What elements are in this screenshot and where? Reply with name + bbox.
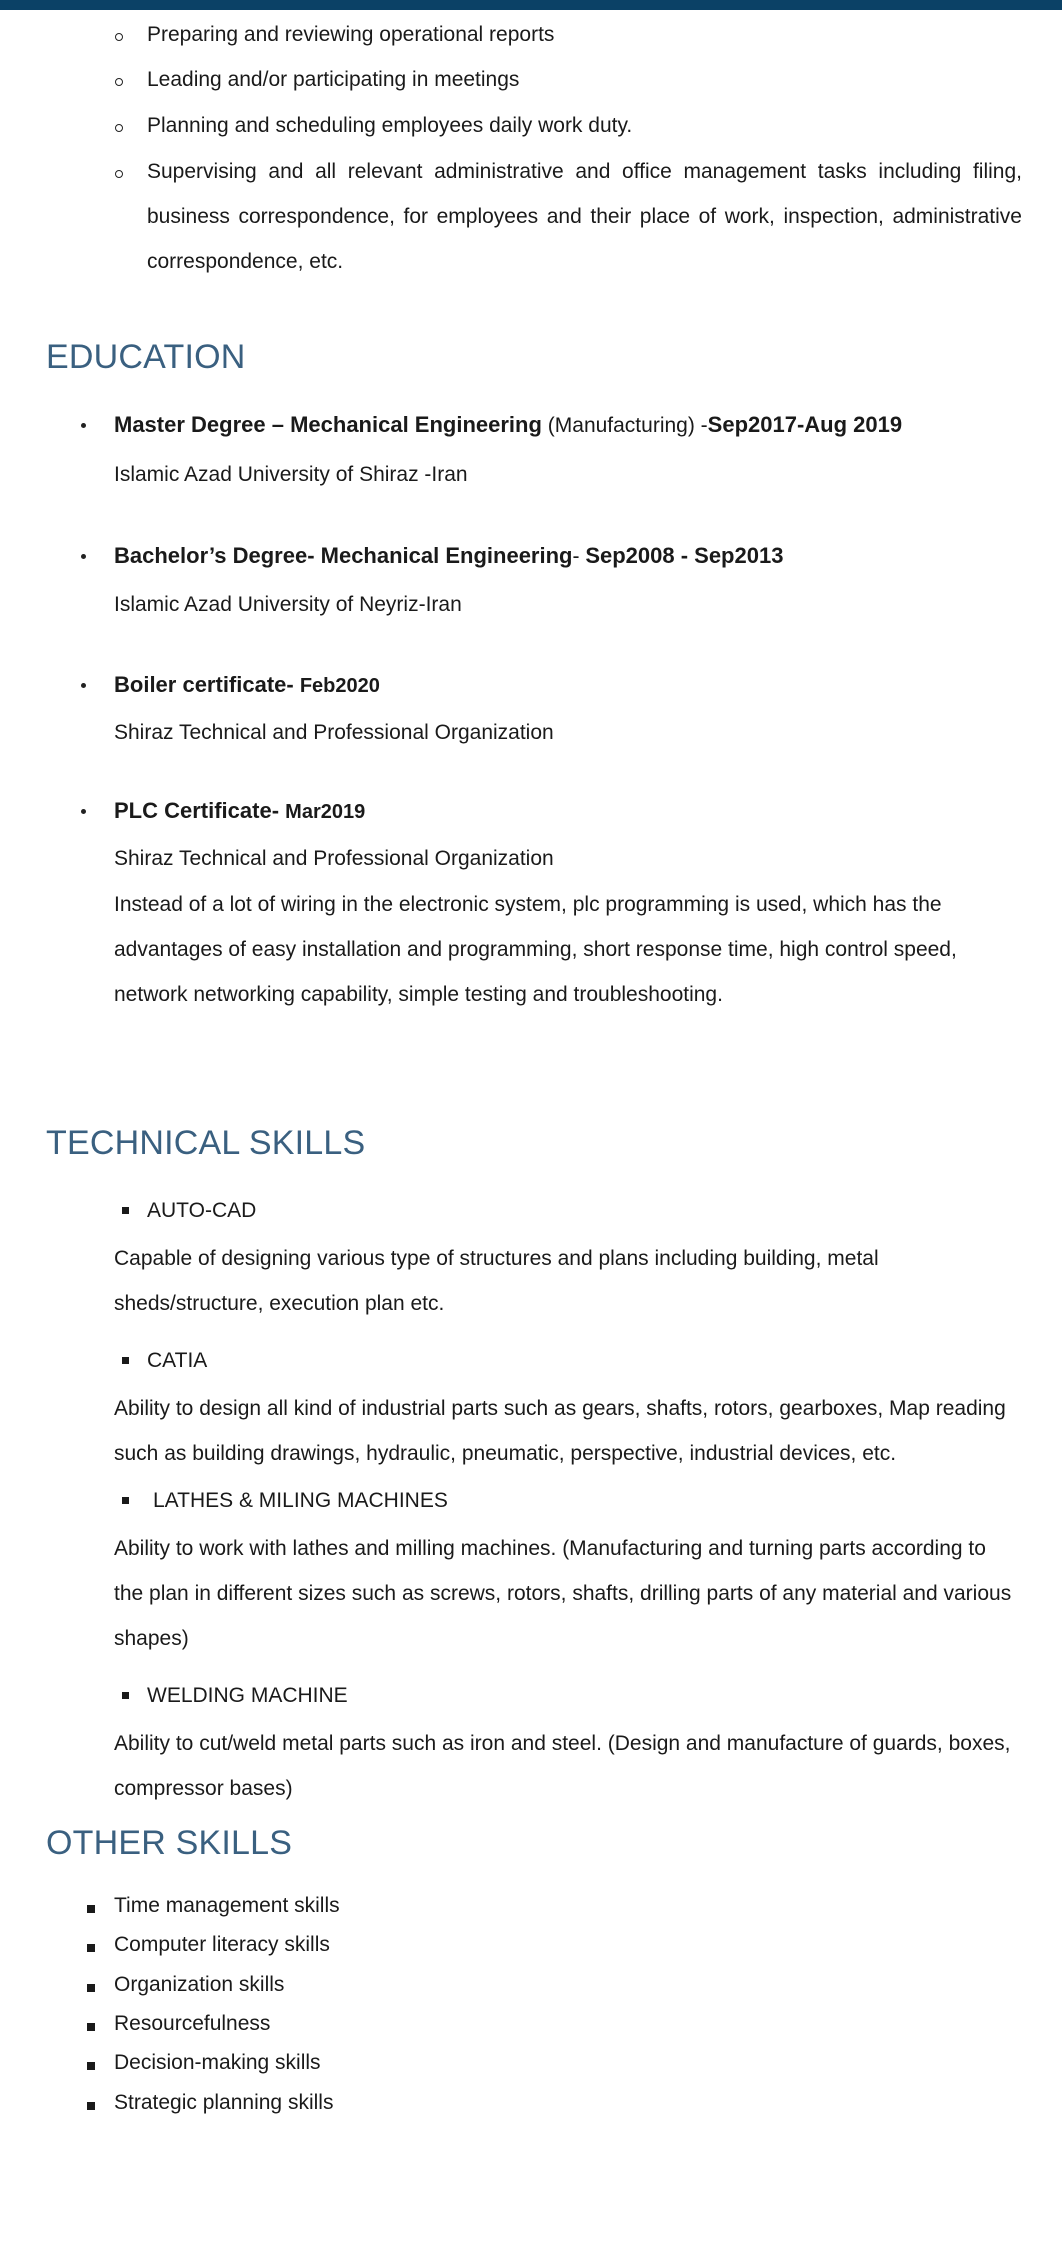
degree-field: -: [572, 545, 586, 568]
institution-name: Islamic Azad University of Shiraz -Iran: [114, 463, 468, 486]
degree-name: Master Degree – Mechanical Engineering: [114, 412, 542, 437]
dot-bullet-icon: [81, 554, 86, 559]
circle-bullet-icon: [115, 170, 123, 178]
dot-bullet-icon: [81, 809, 86, 814]
other-skill-item: Organization skills: [114, 1973, 285, 1996]
education-title: [114, 662, 1014, 709]
education-title: [114, 402, 1014, 448]
technical-skills-heading: TECHNICAL SKILLS: [46, 1124, 366, 1162]
skill-description: Ability to design all kind of industrial parts such as gears, shafts, rotors, gearboxes, Map reading such as building drawings, hydraulic, pneumatic, perspective, industrial devices, etc.: [114, 1397, 1006, 1465]
square-bullet-icon: [87, 1944, 95, 1952]
skill-description: Ability to cut/weld metal parts such as iron and steel. (Design and manufacture of guards, boxes, compressor bases): [114, 1732, 1011, 1800]
skill-description: Capable of designing various type of structures and plans including building, metal sheds/structure, execution plan etc.: [114, 1247, 879, 1315]
circle-bullet-icon: [115, 78, 123, 86]
square-bullet-icon: [87, 2062, 95, 2070]
other-skill-item: Resourcefulness: [114, 2012, 271, 2035]
institution-name: Shiraz Technical and Professional Organization: [114, 721, 554, 744]
responsibility-item: Leading and/or participating in meetings: [147, 68, 520, 91]
education-title: [114, 788, 1014, 835]
dot-bullet-icon: [81, 683, 86, 688]
other-skill-item: Time management skills: [114, 1894, 340, 1917]
degree-field: (Manufacturing) -: [541, 414, 708, 437]
education-heading: EDUCATION: [46, 338, 246, 376]
square-bullet-icon: [122, 1692, 129, 1699]
square-bullet-icon: [122, 1357, 129, 1364]
degree-dates: Sep2017-Aug 2019: [707, 412, 903, 437]
responsibility-item: Preparing and reviewing operational reports: [147, 23, 555, 46]
degree-dates: Feb2020: [299, 675, 380, 697]
degree-name: Boiler certificate-: [114, 672, 300, 697]
square-bullet-icon: [87, 2102, 95, 2110]
square-bullet-icon: [87, 2023, 95, 2031]
skill-name: WELDING MACHINE: [147, 1684, 348, 1707]
responsibility-item: Supervising and all relevant administrative and office management tasks including filing, business correspondence, for employees and their place of work, inspection, administrative correspondence, etc.: [147, 160, 1022, 273]
circle-bullet-icon: [115, 33, 123, 41]
skill-description: Ability to work with lathes and milling machines. (Manufacturing and turning parts according to the plan in different sizes such as screws, rotors, shafts, drilling parts of any material and various shapes): [114, 1537, 1012, 1650]
institution-name: Shiraz Technical and Professional Organization: [114, 847, 554, 870]
square-bullet-icon: [122, 1497, 129, 1504]
institution-name: Islamic Azad University of Neyriz-Iran: [114, 593, 462, 616]
dot-bullet-icon: [81, 423, 86, 428]
skill-name: LATHES & MILING MACHINES: [153, 1489, 448, 1512]
degree-name: PLC Certificate-: [114, 798, 286, 823]
responsibility-item: Planning and scheduling employees daily work duty.: [147, 114, 633, 137]
degree-dates: Mar2019: [285, 801, 366, 823]
certificate-description: Instead of a lot of wiring in the electronic system, plc programming is used, which has the advantages of easy installation and programming, short response time, high control speed, network networking capability, simple testing and troubleshooting.: [114, 893, 957, 1006]
other-skill-item: Decision-making skills: [114, 2051, 321, 2074]
degree-name: Bachelor’s Degree- Mechanical Engineering: [114, 543, 573, 568]
other-skills-heading: OTHER SKILLS: [46, 1824, 293, 1862]
degree-dates: Sep2008 - Sep2013: [585, 543, 784, 568]
other-skill-item: Strategic planning skills: [114, 2091, 334, 2114]
other-skill-item: Computer literacy skills: [114, 1933, 330, 1956]
circle-bullet-icon: [115, 124, 123, 132]
square-bullet-icon: [87, 1984, 95, 1992]
skill-name: CATIA: [147, 1349, 208, 1372]
top-accent-bar: [0, 0, 1062, 10]
education-title: [114, 533, 1014, 579]
square-bullet-icon: [87, 1905, 95, 1913]
skill-name: AUTO-CAD: [147, 1199, 257, 1222]
square-bullet-icon: [122, 1207, 129, 1214]
